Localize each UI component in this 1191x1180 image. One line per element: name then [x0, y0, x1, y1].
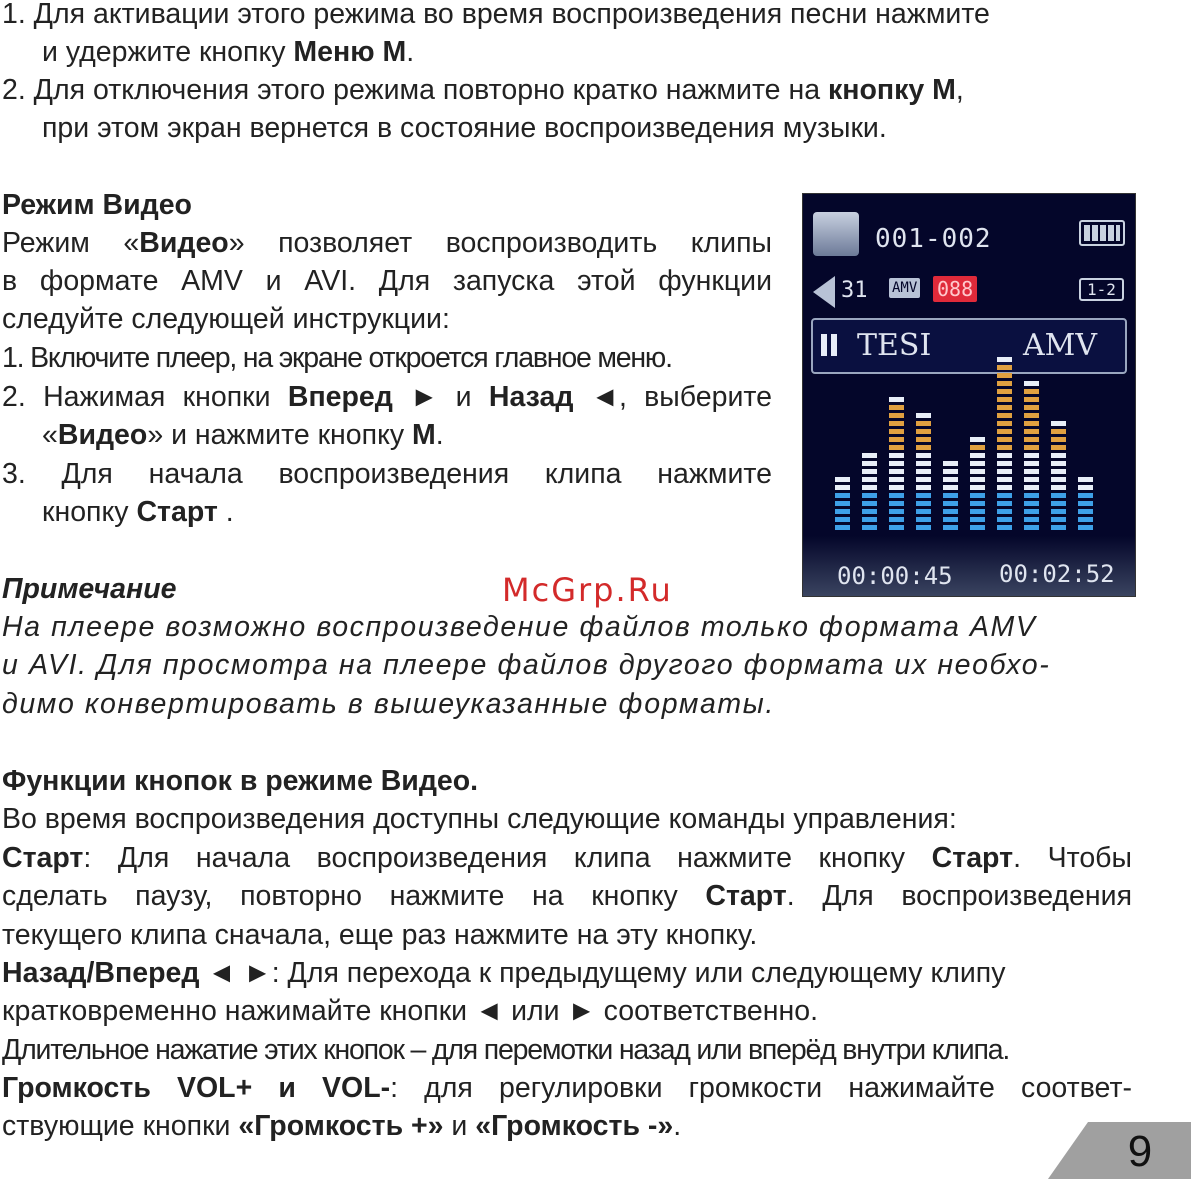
- equalizer-bar: [889, 394, 904, 530]
- intro-line-3: 2. Для отключения этого режима повторно кратко нажмите на кнопку М,: [2, 74, 964, 106]
- equalizer-bar: [1078, 474, 1093, 530]
- clapperboard-icon: [813, 212, 859, 256]
- time-elapsed: 00:00:45: [837, 562, 953, 590]
- repeat-mode-icon: 1-2: [1079, 278, 1124, 301]
- note-line-3: димо конвертировать в вышеуказанные форматы.: [2, 688, 775, 720]
- red-badge: 088: [933, 276, 977, 302]
- functions-volume-cont: ствующие кнопки «Громкость +» и «Громкость -».: [2, 1110, 682, 1142]
- video-step-2-cont: «Видео» и нажмите кнопку М.: [42, 419, 444, 451]
- video-step-1: 1. Включите плеер, на экране откроется главное меню.: [2, 342, 672, 374]
- functions-start-end: текущего клипа сначала, еще раз нажмите на эту кнопку.: [2, 919, 758, 951]
- note-heading: Примечание: [2, 573, 177, 605]
- video-heading: Режим Видео: [2, 189, 192, 221]
- video-line-3: следуйте следующей инструкции:: [2, 303, 450, 335]
- video-step-3-cont: кнопку Старт .: [42, 496, 234, 528]
- time-total: 00:02:52: [999, 560, 1115, 588]
- functions-heading: Функции кнопок в режиме Видео.: [2, 765, 479, 797]
- functions-nav: Назад/Вперед ◄ ►: Для перехода к предыдущему или следующему клипу: [2, 957, 1006, 989]
- equalizer-bar: [1024, 378, 1039, 530]
- video-step-2: 2. Нажимая кнопки Вперед ► и Назад ◄, выберите: [2, 381, 772, 413]
- equalizer-bar: [835, 474, 850, 530]
- page-number: 9: [1127, 1127, 1153, 1176]
- video-line-1: Режим «Видео» позволяет воспроизводить клипы: [2, 227, 773, 259]
- format-badge: AMV: [889, 278, 920, 298]
- intro-line-4: при этом экран вернется в состояние воспроизведения музыки.: [42, 112, 887, 144]
- equalizer-bar: [943, 458, 958, 530]
- equalizer-bar: [970, 434, 985, 530]
- clip-format: AMV: [1023, 328, 1098, 363]
- equalizer-bar: [1051, 418, 1066, 530]
- equalizer-bar: [916, 410, 931, 530]
- functions-nav-cont: кратковременно нажимайте кнопки ◄ или ► соответственно.: [2, 995, 819, 1027]
- functions-line-1: Во время воспроизведения доступны следующие команды управления:: [2, 803, 957, 835]
- note-line-2: и AVI. Для просмотра на плеере файлов другого формата их необхо-: [2, 649, 1051, 681]
- speaker-icon: [813, 276, 835, 308]
- functions-start-cont: сделать паузу, повторно нажмите на кнопку Старт. Для воспроизведения: [2, 880, 1132, 912]
- clip-title: TESI: [857, 328, 932, 363]
- battery-icon: [1079, 220, 1125, 246]
- title-bar: [811, 318, 1127, 374]
- functions-start: Старт: Для начала воспроизведения клипа нажмите кнопку Старт. Чтобы: [2, 842, 1132, 874]
- pause-icon: [821, 334, 827, 356]
- intro-line-1: 1. Для активации этого режима во время воспроизведения песни нажмите: [2, 0, 990, 30]
- intro-line-2: и удержите кнопку Меню М.: [42, 36, 415, 68]
- player-screenshot: [802, 193, 1136, 597]
- track-number: 001-002: [875, 224, 992, 254]
- video-line-2: в формате AMV и AVI. Для запуска этой функции: [2, 265, 772, 297]
- functions-long-press: Длительное нажатие этих кнопок – для перемотки назад или вперёд внутри клипа.: [2, 1034, 1010, 1066]
- volume-level: 31: [841, 278, 868, 303]
- equalizer-bar: [862, 450, 877, 530]
- equalizer-bar: [997, 354, 1012, 530]
- note-line-1: На плеере возможно воспроизведение файлов только формата AMV: [2, 611, 1037, 643]
- functions-volume: Громкость VOL+ и VOL-: для регулировки громкости нажимайте соответ-: [2, 1072, 1132, 1104]
- video-step-3: 3. Для начала воспроизведения клипа нажмите: [2, 458, 772, 490]
- watermark: McGrp.Ru: [502, 571, 673, 609]
